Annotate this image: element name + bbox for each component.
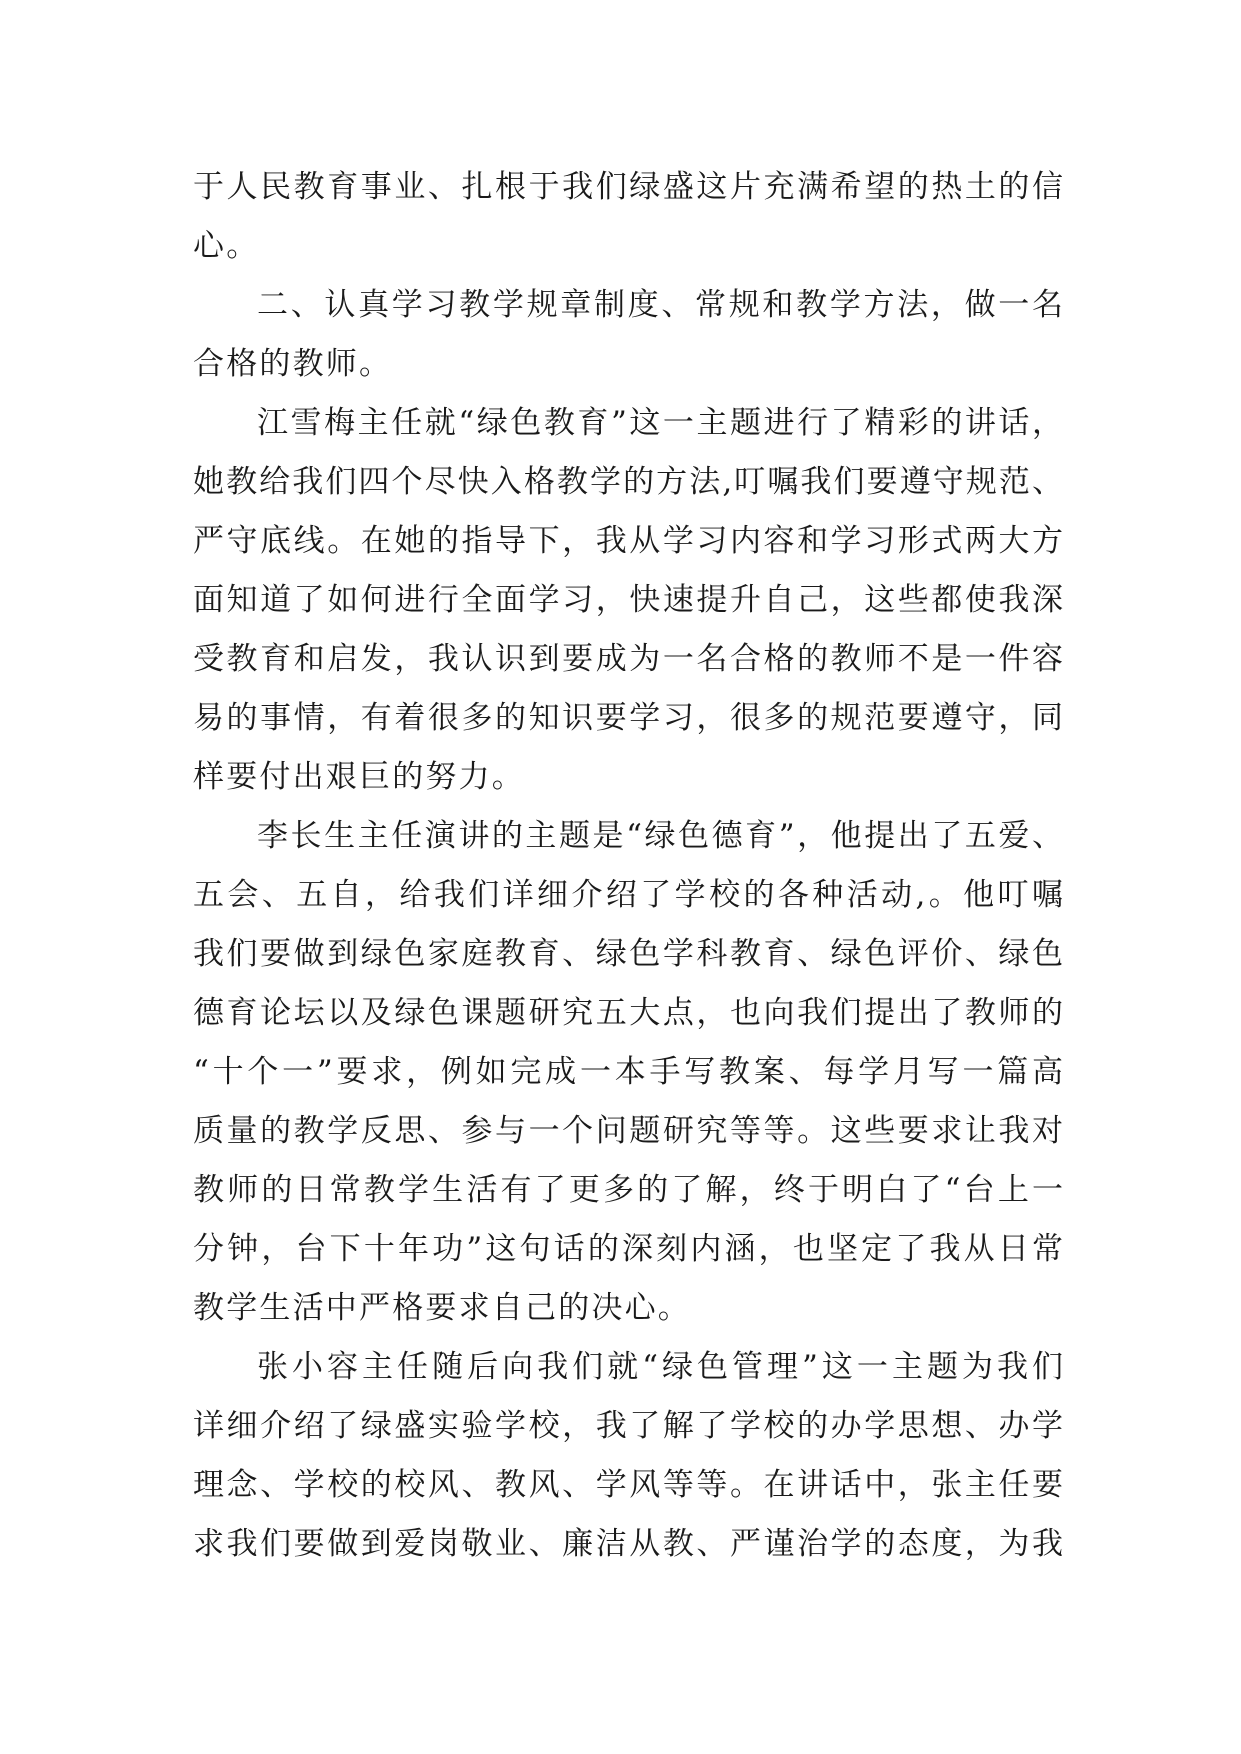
paragraph xyxy=(193,1338,1063,1574)
text-line: 教师的日常教学生活有了更多的了解，终于明白了“台上一 xyxy=(193,1172,1063,1208)
text-line: 教学生活中严格要求自己的决心。 xyxy=(193,1290,691,1326)
text-line: 面知道了如何进行全面学习，快速提升自己，这些都使我深 xyxy=(193,582,1063,618)
text-line: 详细介绍了绿盛实验学校，我了解了学校的办学思想、办学 xyxy=(193,1408,1063,1444)
text-line: 求我们要做到爱岗敬业、廉洁从教、严谨治学的态度，为我 xyxy=(193,1526,1063,1562)
text-line: 她教给我们四个尽快入格教学的方法,叮嘱我们要遵守规范、 xyxy=(193,464,1063,500)
text-line: 于人民教育事业、扎根于我们绿盛这片充满希望的热土的信 xyxy=(193,169,1063,205)
text-line: 张小容主任随后向我们就“绿色管理”这一主题为我们 xyxy=(257,1349,1063,1385)
section-heading xyxy=(193,276,1063,394)
text-line: 合格的教师。 xyxy=(193,346,393,382)
text-line: 样要付出艰巨的努力。 xyxy=(193,759,525,795)
text-line: 二、认真学习教学规章制度、常规和教学方法，做一名 xyxy=(257,287,1063,323)
text-line: 受教育和启发，我认识到要成为一名合格的教师不是一件容 xyxy=(193,641,1063,677)
text-line: 李长生主任演讲的主题是“绿色德育”，他提出了五爱、 xyxy=(257,818,1063,854)
document-body xyxy=(193,158,1063,1574)
text-line: 心。 xyxy=(193,228,260,264)
paragraph-continuation xyxy=(193,158,1063,276)
text-line: 理念、学校的校风、教风、学风等等。在讲话中，张主任要 xyxy=(193,1467,1063,1503)
text-line: 质量的教学反思、参与一个问题研究等等。这些要求让我对 xyxy=(193,1113,1063,1149)
text-line: 德育论坛以及绿色课题研究五大点，也向我们提出了教师的 xyxy=(193,995,1063,1031)
text-line: “十个一”要求，例如完成一本手写教案、每学月写一篇高 xyxy=(193,1054,1063,1090)
text-line: 五会、五自，给我们详细介绍了学校的各种活动,。他叮嘱 xyxy=(193,877,1063,913)
text-line: 易的事情，有着很多的知识要学习，很多的规范要遵守，同 xyxy=(193,700,1063,736)
text-line: 我们要做到绿色家庭教育、绿色学科教育、绿色评价、绿色 xyxy=(193,936,1063,972)
text-line: 分钟，台下十年功”这句话的深刻内涵，也坚定了我从日常 xyxy=(193,1231,1063,1267)
paragraph xyxy=(193,807,1063,1338)
text-line: 江雪梅主任就“绿色教育”这一主题进行了精彩的讲话， xyxy=(257,405,1063,441)
text-line: 严守底线。在她的指导下，我从学习内容和学习形式两大方 xyxy=(193,523,1063,559)
paragraph xyxy=(193,394,1063,807)
